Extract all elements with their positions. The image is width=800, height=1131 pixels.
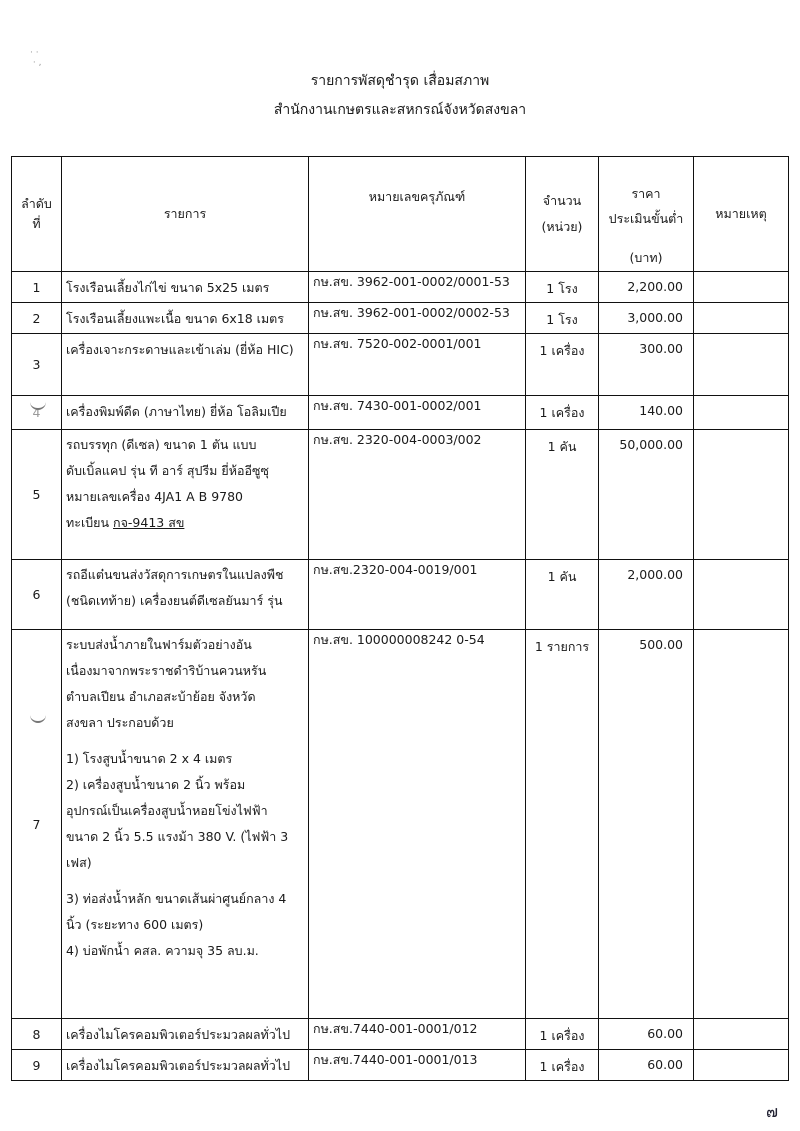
row-qty: 1 รายการ [526,630,599,1019]
col-header-code: หมายเลขครุภัณฑ์ [309,157,526,272]
row-qty: 1 เครื่อง [526,1019,599,1050]
row-qty: 1 เครื่อง [526,1050,599,1081]
row-desc: เครื่องเจาะกระดาษและเข้าเล่ม (ยี่ห้อ HIC) [62,334,309,396]
row-qty: 1 คัน [526,430,599,560]
row-price: 2,200.00 [599,272,694,303]
row-no: 3 [12,334,62,396]
col-header-item: รายการ [62,157,309,272]
table-row [12,1019,789,1050]
table-header-row [12,157,789,272]
row-price: 60.00 [599,1050,694,1081]
table-row [12,560,789,630]
row-no: 6 [12,560,62,630]
row-remark [694,1019,789,1050]
row-desc: รถอีแต๋นขนส่งวัสดุการเกษตรในแปลงพืช (ชนิดเทท้าย) เครื่องยนต์ดีเซลยันมาร์ รุ่น [62,560,309,630]
row-qty: 1 โรง [526,272,599,303]
row-code: กษ.สข. 3962-001-0002/0001-53 [309,272,526,303]
row-desc: รถบรรทุก (ดีเซล) ขนาด 1 ตัน แบบ ดับเบิ้ลแคป รุ่น ที อาร์ สุปรีม ยี่ห้ออีซูซุ หมายเลขเครื่อง 4JA1 A B 9780 ทะเบียน กจ-9413 สข [62,430,309,560]
row-desc: เครื่องไมโครคอมพิวเตอร์ประมวลผลทั่วไป [62,1050,309,1081]
row-no: 1 [12,272,62,303]
row-no: 9 [12,1050,62,1081]
row-price: 60.00 [599,1019,694,1050]
table-row [12,334,789,396]
row-desc: เครื่องพิมพ์ดีด (ภาษาไทย) ยี่ห้อ โอลิมเปีย [62,396,309,430]
col-header-no: ลำดับ ที่ [12,157,62,272]
table-row [12,1050,789,1081]
document-subtitle: สำนักงานเกษตรและสหกรณ์จังหวัดสงขลา [273,102,527,118]
row-remark [694,303,789,334]
row-remark [694,630,789,1019]
row-qty: 1 คัน [526,560,599,630]
row-qty: 1 เครื่อง [526,396,599,430]
row-code: กษ.สข.7440-001-0001/012 [309,1019,526,1050]
row-code: กษ.สข. 100000008242 0-54 [309,630,526,1019]
row-no: 2 [12,303,62,334]
row-no: 7 [12,630,62,1019]
row-qty: 1 โรง [526,303,599,334]
table-row [12,430,789,560]
row-price: 500.00 [599,630,694,1019]
document-title: รายการพัสดุชำรุด เสื่อมสภาพ [310,73,490,89]
col-header-qty: จำนวน (หน่วย) [526,157,599,272]
table-row [12,630,789,1019]
registration-number: กจ-9413 สข [113,515,185,530]
row-price: 300.00 [599,334,694,396]
row-qty: 1 เครื่อง [526,334,599,396]
row-desc: เครื่องไมโครคอมพิวเตอร์ประมวลผลทั่วไป [62,1019,309,1050]
table-row [12,396,789,430]
row-remark [694,396,789,430]
col-header-price: ราคา ประเมินขั้นต่ำ (บาท) [599,157,694,272]
row-code: กษ.สข. 7520-002-0001/001 [309,334,526,396]
table-row [12,303,789,334]
row-desc: โรงเรือนเลี้ยงแพะเนื้อ ขนาด 6x18 เมตร [62,303,309,334]
row-code: กษ.สข. 3962-001-0002/0002-53 [309,303,526,334]
row-remark [694,430,789,560]
row-remark [694,1050,789,1081]
scan-specks: · · · , [30,48,42,68]
row-remark [694,334,789,396]
col-header-remark: หมายเหตุ [694,157,789,272]
inventory-table [11,156,789,1081]
row-remark [694,272,789,303]
row-remark [694,560,789,630]
row-price: 140.00 [599,396,694,430]
row-code: กษ.สข.2320-004-0019/001 [309,560,526,630]
row-code: กษ.สข. 2320-004-0003/002 [309,430,526,560]
row-desc: โรงเรือนเลี้ยงไก่ไข่ ขนาด 5x25 เมตร [62,272,309,303]
row-code: กษ.สข.7440-001-0001/013 [309,1050,526,1081]
row-price: 3,000.00 [599,303,694,334]
table-row [12,272,789,303]
row-no: 8 [12,1019,62,1050]
row-desc: ระบบส่งน้ำภายในฟาร์มตัวอย่างอัน เนื่องมาจากพระราชดำริบ้านควนหรัน ตำบลเปียน อำเภอสะบ้าย้อย จังหวัด สงขลา ประกอบด้วย 1) โรงสูบน้ำขนาด 2 x 4 เมตร 2) เครื่องสูบน้ำขนาด 2 นิ้ว พร้อม อุปกรณ์เป็นเครื่องสูบน้ำหอยโข่งไฟฟ้า ขนาด 2 นิ้ว 5.5 แรงม้า 380 V. (ไฟฟ้า 3 เฟส) 3) ท่อส่งน้ำหลัก ขนาดเส้นผ่าศูนย์กลาง 4 นิ้ว (ระยะทาง 600 เมตร) 4) บ่อพักน้ำ คสล. ความจุ 35 ลบ.ม. [62,630,309,1019]
row-code: กษ.สข. 7430-001-0002/001 [309,396,526,430]
row-price: 2,000.00 [599,560,694,630]
row-no: 4 [12,396,62,430]
row-price: 50,000.00 [599,430,694,560]
row-no: 5 [12,430,62,560]
page-number: ๗ [765,1102,778,1121]
